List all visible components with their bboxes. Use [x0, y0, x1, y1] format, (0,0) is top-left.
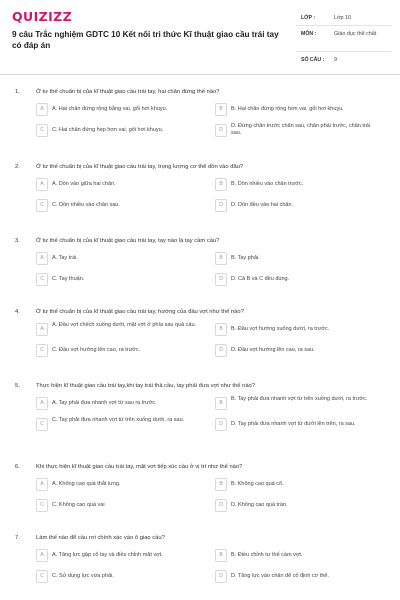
worksheet-header	[0, 0, 400, 74]
question-number: 1.	[15, 89, 20, 95]
count-value: 9	[334, 57, 337, 63]
question-number: 5.	[15, 383, 20, 389]
question-7	[0, 526, 400, 594]
option-letter: C	[36, 570, 48, 583]
option-a[interactable]	[36, 103, 204, 117]
option-c[interactable]	[36, 344, 204, 358]
option-letter: B	[215, 178, 227, 191]
question-text: Ở tư thế chuẩn bị của kĩ thuật giao cầu trái tay, tay nào là tay cầm cầu?	[36, 238, 220, 244]
option-letter: A	[36, 178, 48, 191]
option-d[interactable]	[215, 199, 383, 213]
option-text: A. Tay phải đưa nhanh vợt từ sau ra trước.	[52, 400, 157, 406]
option-d[interactable]	[215, 273, 383, 287]
meta-class-row	[296, 10, 391, 26]
option-text: A. Tăng lực gập cổ tay và điều chỉnh mặt vợt.	[52, 552, 163, 558]
class-label: LỚP :	[301, 15, 316, 21]
option-letter: A	[36, 252, 48, 265]
option-text: B. Tay phải.	[231, 255, 260, 261]
option-text: C. Hai chân đứng hẹp hơn vai, gối hơi khuỵu.	[52, 127, 164, 133]
option-letter: D	[215, 273, 227, 286]
option-text: D. Tăng lực vào chân để cố định cơ thể.	[231, 573, 329, 579]
option-letter: B	[215, 397, 227, 410]
question-number: 6.	[15, 464, 20, 470]
option-a[interactable]	[36, 397, 204, 411]
option-b[interactable]	[215, 252, 383, 266]
option-d[interactable]	[215, 344, 383, 358]
question-number: 4.	[15, 309, 20, 315]
option-text: C. Sử dụng lực vừa phải.	[52, 573, 114, 579]
option-b[interactable]	[215, 178, 383, 192]
option-letter: D	[215, 418, 227, 431]
option-text: A. Dồn vào giữa hai chân.	[52, 181, 116, 187]
option-text: D. Đứng chân trước chân sau, chân phải trước, chân trái sau.	[231, 123, 371, 136]
option-b[interactable]	[215, 549, 383, 563]
meta-subject-row	[296, 26, 391, 52]
question-number: 3.	[15, 238, 20, 244]
option-a[interactable]	[36, 252, 204, 266]
question-2	[0, 155, 400, 223]
quizizz-logo: QUIZIZZ	[12, 9, 73, 24]
option-letter: D	[215, 199, 227, 212]
option-text: A. Tay trái.	[52, 255, 78, 261]
option-c[interactable]	[36, 570, 204, 584]
option-letter: C	[36, 344, 48, 357]
option-letter: A	[36, 103, 48, 116]
option-text: C. Tay phải đưa nhanh vợt từ trên xuống dưới, ra sau.	[52, 417, 185, 423]
count-label: SỐ CÂU :	[301, 57, 325, 63]
option-text: D. Không cao quá trán.	[231, 502, 288, 508]
option-text: A. Hai chân đứng rộng bằng vai, gối hơi khuỵu.	[52, 106, 168, 112]
option-a[interactable]	[36, 478, 204, 492]
header-divider	[0, 74, 400, 75]
option-letter: C	[36, 499, 48, 512]
option-text: B. Không cao quá cổ.	[231, 481, 284, 487]
option-text: B. Điều chỉnh tư thế cầm vợt.	[231, 552, 303, 558]
option-letter: C	[36, 273, 48, 286]
option-letter: B	[215, 103, 227, 116]
option-b[interactable]	[215, 323, 383, 337]
question-number: 7.	[15, 535, 20, 541]
question-1	[0, 80, 400, 148]
question-text: Ở tư thế chuẩn bị của kĩ thuật giao cầu trái tay, hai chân đứng thế nào?	[36, 89, 220, 95]
option-letter: B	[215, 549, 227, 562]
option-b[interactable]	[215, 103, 383, 117]
option-letter: D	[215, 344, 227, 357]
option-d[interactable]	[215, 570, 383, 584]
option-c[interactable]	[36, 418, 204, 432]
option-c[interactable]	[36, 273, 204, 287]
option-text: A. Đầu vợt chếch xuống dưới, mặt vợt ở phía sau quả cầu.	[52, 322, 197, 328]
class-value: Lớp 10	[334, 15, 352, 21]
option-letter: B	[215, 252, 227, 265]
option-letter: C	[36, 124, 48, 137]
option-letter: D	[215, 499, 227, 512]
option-text: A. Không cao quá thắt lưng.	[52, 481, 121, 487]
option-letter: A	[36, 549, 48, 562]
option-letter: B	[215, 478, 227, 491]
option-c[interactable]	[36, 124, 204, 138]
option-a[interactable]	[36, 549, 204, 563]
option-letter: C	[36, 418, 48, 431]
option-letter: A	[36, 397, 48, 410]
option-text: D. Tay phải đưa nhanh vợt từ dưới lên trên, ra sau.	[231, 421, 356, 427]
question-number: 2.	[15, 164, 20, 170]
meta-count-row	[296, 52, 391, 70]
option-d[interactable]	[215, 418, 383, 432]
option-a[interactable]	[36, 178, 204, 192]
option-c[interactable]	[36, 199, 204, 213]
option-letter: D	[215, 124, 227, 137]
option-text: D. Đầu vợt hướng lên cao, ra sau.	[231, 347, 315, 353]
option-d[interactable]	[215, 499, 383, 513]
meta-box	[296, 10, 391, 70]
worksheet-title: 9 câu Trắc nghiệm GDTC 10 Kết nối tri thức Kĩ thuật giao cầu trái tay có đáp án	[12, 30, 279, 50]
option-d[interactable]	[215, 124, 383, 138]
question-6	[0, 455, 400, 523]
subject-value: Giáo dục thể chất	[334, 31, 377, 37]
option-text: D. Cả B và C đều đúng.	[231, 276, 290, 282]
option-text: C. Không cao quá vai	[52, 502, 105, 508]
subject-label: MÔN :	[301, 31, 317, 37]
option-b[interactable]	[215, 478, 383, 492]
option-letter: D	[215, 570, 227, 583]
option-text: D. Dồn đều vào hai chân.	[231, 202, 294, 208]
option-text: B. Đầu vợt hướng xuống dưới, ra trước.	[231, 326, 330, 332]
option-text: C. Tay thuận.	[52, 276, 85, 282]
question-text: Thực hiện kĩ thuật giao cầu trái tay,khi tay trái thả cầu, tay phải đưa vợt như thế nào?	[36, 383, 255, 389]
option-c[interactable]	[36, 499, 204, 513]
question-3	[0, 229, 400, 297]
question-4	[0, 300, 400, 368]
option-b[interactable]	[215, 397, 383, 411]
option-text: B. Hai chân đứng rộng hơn vai, gối hơi khuỵu.	[231, 106, 344, 112]
option-letter: A	[36, 478, 48, 491]
question-5	[0, 374, 400, 442]
question-text: Khi thực hiện kĩ thuật giao cầu trái tay, mặt vợt tiếp xúc cầu ở vị trí như thế nào?	[36, 464, 243, 470]
question-text: Ở tư thế chuẩn bị của kĩ thuật giao cầu trái tay, hướng của đầu vợt như thế nào?	[36, 309, 244, 315]
option-text: C. Dồn nhiều vào chân sau.	[52, 202, 120, 208]
option-a[interactable]	[36, 323, 204, 337]
option-letter: C	[36, 199, 48, 212]
option-letter: A	[36, 323, 48, 336]
question-text: Làm thế nào để cầu rơi chính xác vào ô giao cầu?	[36, 535, 165, 541]
question-text: Ở tư thế chuẩn bị của kĩ thuật giao cầu trái tay, trọng lượng cơ thể dồn vào đâu?	[36, 164, 244, 170]
option-letter: B	[215, 323, 227, 336]
option-text: C. Đầu vợt hướng lên cao, ra trước.	[52, 347, 141, 353]
option-text: B. Dồn nhiều vào chân trước.	[231, 181, 304, 187]
option-text: B. Tay phải đưa nhanh vợt từ trên xuống dưới, ra trước.	[231, 396, 368, 402]
